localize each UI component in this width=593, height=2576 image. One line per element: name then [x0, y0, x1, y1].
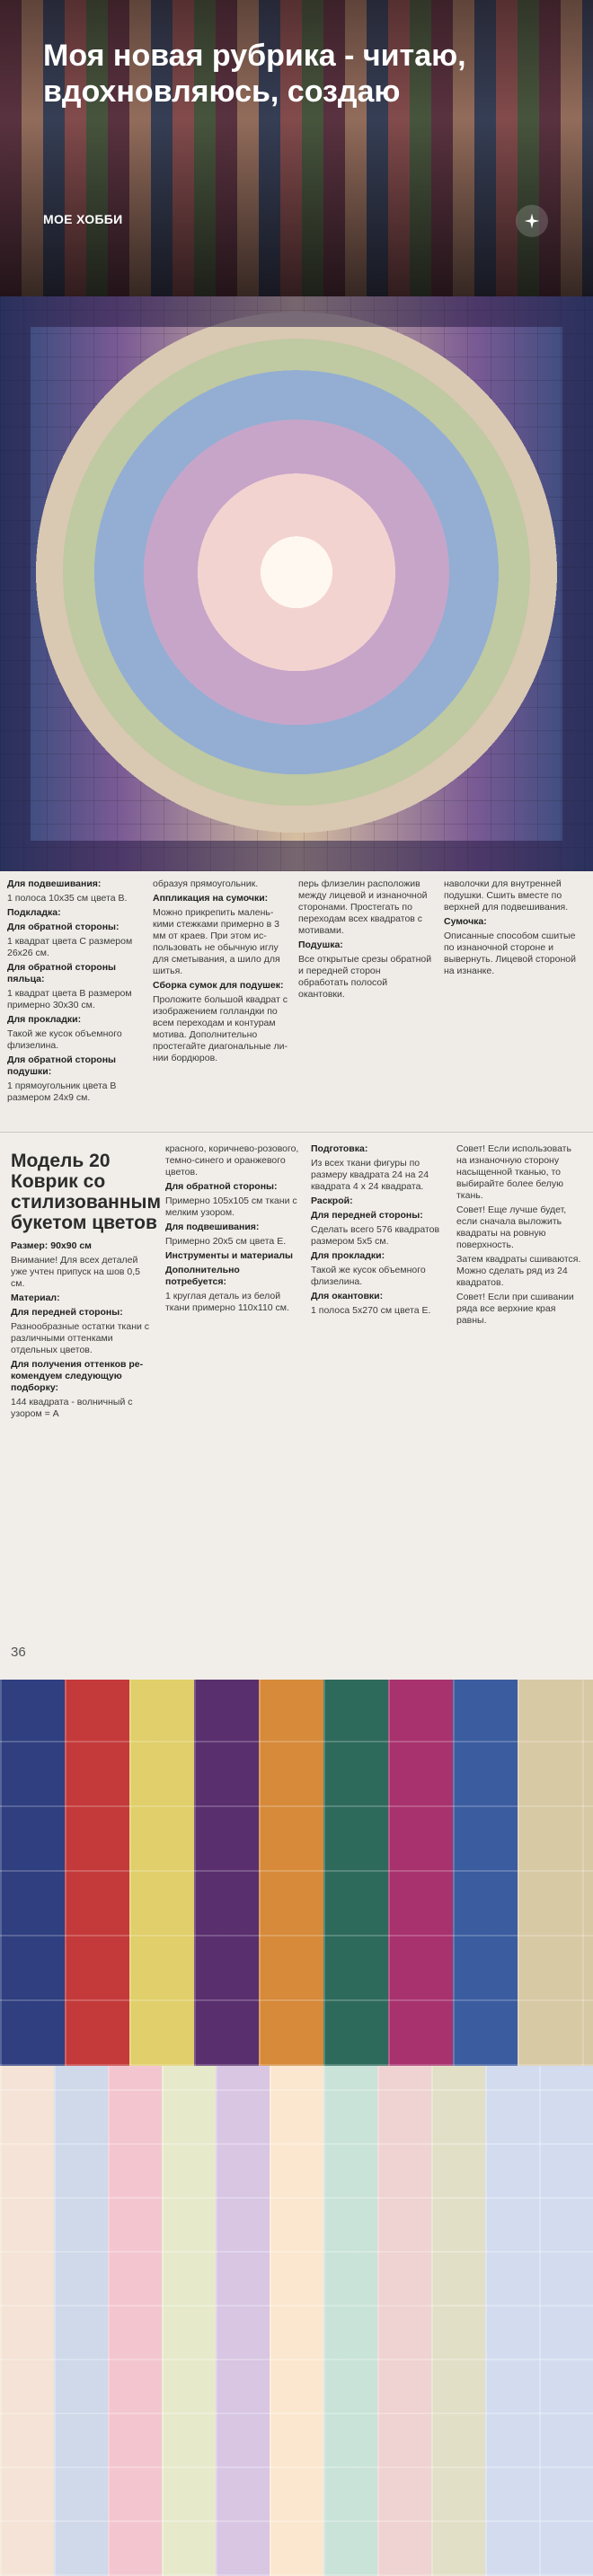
- text-line: Разнообразные остатки ткани с различными оттенками отдельных цветов.: [11, 1321, 150, 1355]
- text-line: Совет! Еще лучше будет, если сначала выложить квадраты на ровную поверхность.: [456, 1204, 567, 1250]
- text-line: Такой же кусок объемного флизелина.: [7, 1028, 122, 1051]
- text-line: Для прокладки:: [7, 1014, 82, 1025]
- bottom-col-1: [11, 1240, 155, 1423]
- text-line: Для обратной стороны подушки:: [7, 1054, 117, 1077]
- book-page-top: [0, 871, 593, 1132]
- text-line: образуя прямоугольник.: [153, 878, 259, 889]
- text-line: Инструменты и материалы: [165, 1250, 293, 1261]
- text-line: Проложите большой квадрат с изображением голландки по всем переходам и контурам мотива. Дополнительно простегайте диагональные линии бордюров.: [153, 994, 288, 1063]
- text-line: Примерно 105x105 см ткани с мелким узором.: [165, 1195, 297, 1218]
- text-line: Такой же кусок объемного флизелина.: [311, 1265, 426, 1287]
- text-line: Можно прикрепить маленькими стежками примерно в 3 мм от краев. При этом использовать не обычную иглу для сметывания, а шило для шитья.: [153, 907, 280, 976]
- model-title: Модель 20 Коврик со стилизованным букетом цветов: [11, 1151, 162, 1233]
- text-line: Описанные способом сшитые по изнаночной стороне и вывернуть. Лицевой стороной на изнанке.: [444, 931, 576, 976]
- text-line: Для прокладки:: [311, 1250, 385, 1261]
- article-title: Моя новая рубрика - читаю, вдохновляюсь, создаю: [43, 39, 466, 109]
- text-line: перь флизелин расположив между лицевой и изнаночной сторонами. Простегать по переходам всех квадратов с мотивами.: [298, 878, 428, 936]
- text-line: Для подвешивания:: [7, 878, 102, 889]
- bottom-col-2: [165, 1143, 300, 1317]
- text-line: Для передней стороны:: [311, 1210, 423, 1221]
- article-hero: [0, 0, 593, 296]
- text-line: Раскрой:: [311, 1195, 353, 1206]
- text-line: Из всех ткани фигуры по размеру квадрата 24 на 24 квадрата 4 х 24 квадрата.: [311, 1158, 429, 1192]
- bottom-col-4: [456, 1143, 584, 1329]
- text-line: Для подвешивания:: [165, 1222, 260, 1232]
- text-line: наволочки для внутренней подушки. Сшить вместе по верхней для подвешивания.: [444, 878, 569, 913]
- text-line: Сделать всего 576 квадратов размером 5x5 см.: [311, 1224, 440, 1247]
- text-line: 1 круглая деталь из белой ткани примерно 110x110 см.: [165, 1291, 289, 1313]
- top-col-3: [298, 878, 433, 1003]
- text-line: 1 квадрат цвета B размером примерно 30x30 см.: [7, 988, 132, 1010]
- text-line: Внимание! Для всех деталей уже учтен припуск на шов 0,5 см.: [11, 1255, 140, 1289]
- text-line: Для передней стороны:: [11, 1307, 123, 1318]
- quilt-photo-3: [0, 2066, 593, 2576]
- text-line: Сумочка:: [444, 916, 487, 927]
- text-line: 1 полоса 5x270 см цвета E.: [311, 1305, 431, 1316]
- text-line: 144 квадрата - волничный с узором = A: [11, 1397, 133, 1419]
- text-line: Для получения оттенков рекомендуем следующую подборку:: [11, 1359, 144, 1393]
- text-line: Примерно 20x5 см цвета E.: [165, 1236, 287, 1247]
- text-line: Совет! Если использовать на изнаночную сторону насыщенной тканью, то выбирайте более белую ткань.: [456, 1143, 571, 1201]
- text-line: Аппликация на сумочки:: [153, 893, 269, 904]
- text-line: Подкладка:: [7, 907, 61, 918]
- text-line: Для обратной стороны пяльца:: [7, 962, 117, 984]
- top-col-4: [444, 878, 579, 980]
- text-line: красного, коричнево-розового, темно-синего и оранжевого цветов.: [165, 1143, 299, 1178]
- sparkle-icon: [523, 212, 541, 230]
- text-line: Материал:: [11, 1292, 60, 1303]
- text-line: Сборка сумок для подушек:: [153, 980, 284, 991]
- text-line: 1 квадрат цвета C размером 26x26 см.: [7, 936, 133, 958]
- bottom-col-3: [311, 1143, 446, 1319]
- text-line: Для обратной стороны:: [165, 1181, 278, 1192]
- text-line: 1 прямоугольник цвета B размером 24x9 см.: [7, 1081, 117, 1103]
- book-page-bottom: [0, 1132, 593, 1680]
- top-col-1: [7, 878, 142, 1107]
- page-number: 36: [11, 1645, 26, 1660]
- text-line: 1 полоса 10x35 см цвета B.: [7, 893, 128, 904]
- sparkle-button[interactable]: [516, 205, 548, 237]
- quilt-photo-2: [0, 1680, 593, 2066]
- text-line: Дополнительно потребуется:: [165, 1265, 240, 1287]
- text-line: Для обратной стороны:: [7, 922, 119, 932]
- quilt-border: [0, 296, 593, 871]
- text-line: Подготовка:: [311, 1143, 368, 1154]
- text-line: Для окантовки:: [311, 1291, 384, 1301]
- text-line: Затем квадраты сшиваются. Можно сделать ряд из 24 квадратов.: [456, 1254, 581, 1288]
- channel-name[interactable]: МОЕ ХОББИ: [43, 212, 123, 226]
- text-line: Подушка:: [298, 940, 343, 950]
- text-line: Совет! Если при сшивании ряда все верхние края равны.: [456, 1292, 574, 1326]
- text-line: Размер: 90x90 см: [11, 1240, 92, 1251]
- quilt-photo-1: [0, 296, 593, 871]
- book-scan: [0, 871, 593, 1680]
- top-col-2: [153, 878, 288, 1067]
- text-line: Все открытые срезы обратной и передней сторон обработать полосой окантовки.: [298, 954, 432, 1000]
